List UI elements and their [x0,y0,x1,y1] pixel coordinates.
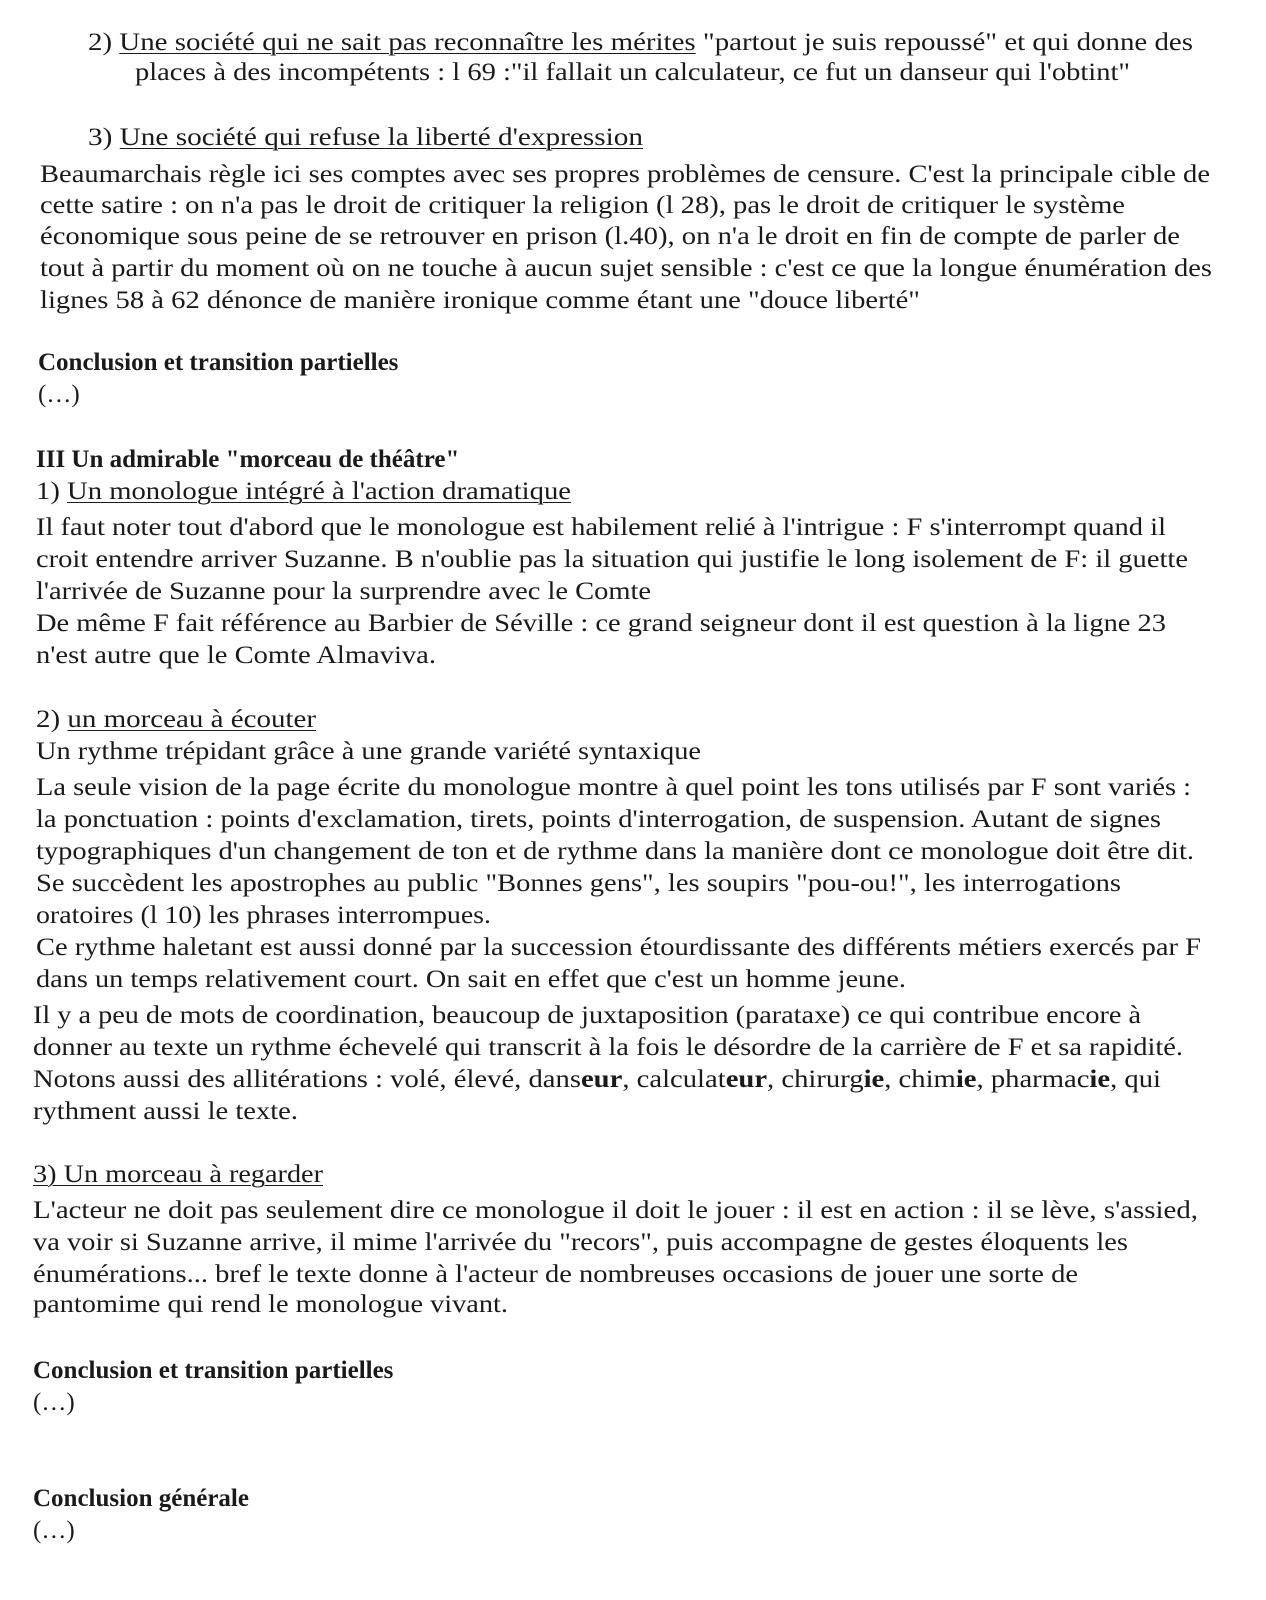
text-segment: Il y a peu de mots de coordination, beaucoup de juxtaposition (parataxe) ce qui contribue encore à [33,1002,1141,1029]
text-line [40,254,1212,284]
text-segment: , calculat [622,1066,726,1093]
section-heading [33,1484,249,1514]
underlined-heading: 3) Un morceau à regarder [33,1161,323,1188]
text-segment: , pharmac [976,1066,1090,1093]
text-segment: "partout je suis repoussé" et qui donne des [695,29,1193,56]
text-segment: donner au texte un rythme échevelé qui transcrit à la fois le désordre de la carrière de F et sa rapidité. [33,1034,1183,1061]
text-line [38,380,80,410]
text-line [36,773,1191,803]
text-line [33,1516,75,1546]
text-line [36,837,1194,867]
text-line [33,1097,298,1127]
section-heading [38,348,398,378]
text-segment: 3) [88,124,120,151]
text-line [33,1260,1078,1290]
text-segment: économique sous peine de se retrouver en prison (l.40), on n'a le droit en fin de compte de parler de [40,223,1180,250]
text-line [40,286,920,316]
text-segment: places à des incompétents : l 69 :"il fallait un calculateur, ce fut un danseur qui l'obtint" [135,59,1130,86]
text-line [36,965,906,995]
text-line [36,577,651,607]
underlined-heading: un morceau à écouter [67,706,316,733]
text-segment: pantomime qui rend le monologue vivant. [33,1291,508,1318]
text-segment: cette satire : on n'a pas le droit de critiquer la religion (l 28), pas le droit de critiquer le système [40,192,1125,219]
text-segment: (…) [33,1517,75,1544]
text-line [36,477,571,507]
text-line [33,1001,1141,1031]
text-line [88,28,1193,58]
section-heading [36,445,459,475]
text-segment: 2) [36,706,68,733]
text-segment: De même F fait référence au Barbier de Séville : ce grand seigneur dont il est question à la ligne 23 [36,610,1166,637]
text-line [88,123,643,153]
text-line [36,805,1161,835]
text-segment: 2) [88,29,120,56]
bold-text: ie [1089,1066,1111,1093]
text-line [36,705,316,735]
text-line [36,869,1121,899]
text-segment: la ponctuation : points d'exclamation, tirets, points d'interrogation, de suspension. Autant de signes [36,806,1161,833]
bold-text: eur [725,1066,768,1093]
text-segment: , chim [884,1066,956,1093]
text-segment: croit entendre arriver Suzanne. B n'oublie pas la situation qui justifie le long isolement de F: il guette [36,546,1188,573]
underlined-heading: Un monologue intégré à l'action dramatique [67,478,571,505]
text-line [40,191,1125,221]
bold-text: eur [580,1066,623,1093]
text-segment: n'est autre que le Comte Almaviva. [36,642,437,669]
text-segment: lignes 58 à 62 dénonce de manière ironique comme étant une "douce liberté" [40,287,920,314]
text-line [33,1160,323,1190]
bold-text: Conclusion générale [33,1485,249,1512]
text-segment: typographiques d'un changement de ton et de rythme dans la manière dont ce monologue doit être dit. [36,838,1194,865]
underlined-heading: Une société qui ne sait pas reconnaître les mérites [119,29,696,56]
text-line [135,58,1130,88]
text-line [33,1388,75,1418]
text-segment: rythment aussi le texte. [33,1098,298,1125]
text-segment: l'arrivée de Suzanne pour la surprendre avec le Comte [36,578,651,605]
text-line [36,737,701,767]
bold-text: ie [863,1066,885,1093]
text-line [36,933,1201,963]
text-segment: tout à partir du moment où on ne touche à aucun sujet sensible : c'est ce que la longue énumération des [40,255,1212,282]
text-segment: énumérations... bref le texte donne à l'acteur de nombreuses occasions de jouer une sorte de [33,1261,1078,1288]
text-line [33,1033,1183,1063]
text-line [33,1290,508,1320]
text-segment: dans un temps relativement court. On sait en effet que c'est un homme jeune. [36,966,906,993]
text-segment: Se succèdent les apostrophes au public "Bonnes gens", les soupirs "pou-ou!", les interrogations [36,870,1121,897]
text-line [36,513,1166,543]
text-segment: Un rythme trépidant grâce à une grande variété syntaxique [36,738,701,765]
text-segment: , qui [1110,1066,1161,1093]
text-segment: Ce rythme haletant est aussi donné par la succession étourdissante des différents métiers exercés par F [36,934,1201,961]
text-line [36,901,491,931]
text-line [36,609,1166,639]
text-line [33,1065,1161,1095]
text-segment: Notons aussi des allitérations : volé, élevé, dans [33,1066,581,1093]
text-segment: Beaumarchais règle ici ses comptes avec ses propres problèmes de censure. C'est la principale cible de [40,161,1210,188]
text-line [36,641,436,671]
bold-text: III Un admirable "morceau de théâtre" [36,446,460,473]
section-heading [33,1356,393,1386]
text-segment: (…) [33,1389,75,1416]
text-segment: , chirurg [767,1066,864,1093]
text-segment: (…) [38,381,80,408]
text-line [33,1228,1128,1258]
text-segment: L'acteur ne doit pas seulement dire ce monologue il doit le jouer : il est en action : il se lève, s'assied, [33,1197,1198,1224]
text-segment: Il faut noter tout d'abord que le monologue est habilement relié à l'intrigue : F s'interrompt quand il [36,514,1166,541]
text-line [33,1196,1198,1226]
text-segment: oratoires (l 10) les phrases interrompues. [36,902,491,929]
text-segment: va voir si Suzanne arrive, il mime l'arrivée du "recors", puis accompagne de gestes éloquents les [33,1229,1128,1256]
text-segment: 1) [36,478,68,505]
underlined-heading: Une société qui refuse la liberté d'expression [119,124,643,151]
bold-text: Conclusion et transition partielles [33,1357,394,1384]
text-line [40,160,1210,190]
text-segment: La seule vision de la page écrite du monologue montre à quel point les tons utilisés par F sont variés : [36,774,1191,801]
bold-text: ie [955,1066,977,1093]
text-line [36,545,1188,575]
bold-text: Conclusion et transition partielles [38,349,399,376]
text-line [40,222,1180,252]
